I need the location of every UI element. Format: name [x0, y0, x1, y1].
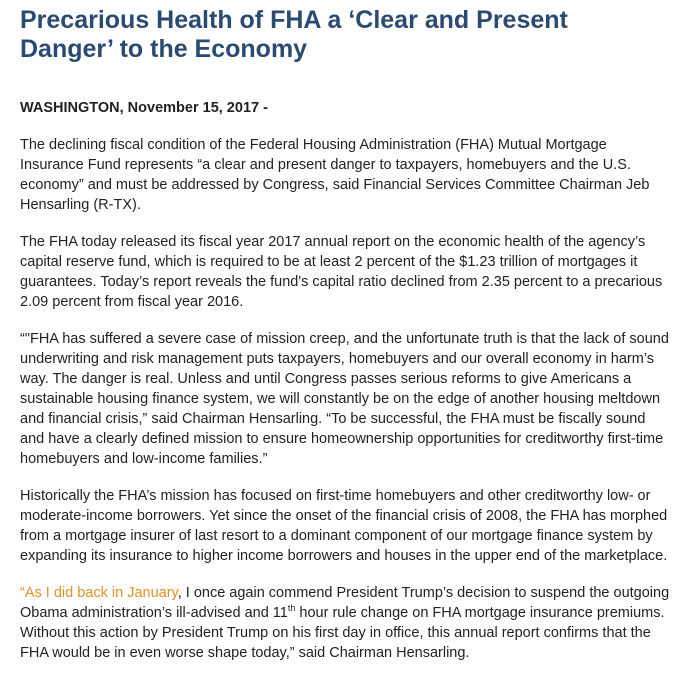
paragraph-4: Historically the FHA’s mission has focused on first-time homebuyers and other creditworthy low- or moderate-income borrowers. Yet since the onset of the financial crisis of 2008, the FHA has morphed from a mortgage insurer of last resort to a dominant component of our mortgage finance system by expanding its insurance to higher income borrowers and houses in the upper end of the marketplace.	[20, 488, 668, 564]
paragraph-2: The FHA today released its fiscal year 2017 annual report on the economic health of the agency’s capital reserve fund, which is required to be at least 2 percent of the $1.23 trillion of mortgages it guarantees. Today’s report reveals the fund's capital ratio declined from 2.35 percent to a precarious 2.09 percent from fiscal year 2016.	[20, 234, 663, 310]
january-statement-link[interactable]: As I did back in January	[24, 585, 178, 601]
paragraph-1: The declining fiscal condition of the Federal Housing Administration (FHA) Mutual Mortgage Insurance Fund represents “a clear and present danger to taxpayers, homebuyers and the U.S. economy” and must be addressed by Congress, said Financial Services Committee Chairman Jeb Hensarling (R-TX).	[20, 137, 650, 213]
paragraph-3: “"FHA has suffered a severe case of mission creep, and the unfortunate truth is that the lack of sound underwriting and risk management puts taxpayers, homebuyers and our overall economy in harm’s way. The danger is real. Unless and until Congress passes serious reforms to give Americans a sustainable housing finance system, we will constantly be on the edge of another housing meltdown and financial crisis,” said Chairman Hensarling. “To be successful, the FHA must be fiscally sound and have a clearly defined mission to ensure homeownership opportunities for creditworthy first-time homebuyers and low-income families.”	[20, 331, 669, 467]
page-title: Precarious Health of FHA a ‘Clear and Present Danger’ to the Economy	[20, 6, 568, 63]
open-quote: “	[20, 585, 25, 601]
paragraph-5-text-a: , I once again commend President Trump’s decision to suspend the outgoing Obama administration’s ill-advised and 11	[20, 585, 670, 621]
dateline: WASHINGTON, November 15, 2017 -	[20, 100, 268, 116]
press-release	[20, 6, 682, 663]
paragraph-5-text-b: hour rule change on FHA mortgage insurance premiums. Without this action by President Trump on his first day in office, this annual report confirms that the FHA would be in even worse shape today,” said Chairman Hensarling.	[20, 605, 665, 661]
ordinal-suffix: th	[287, 603, 296, 614]
paragraph-5	[20, 583, 670, 663]
